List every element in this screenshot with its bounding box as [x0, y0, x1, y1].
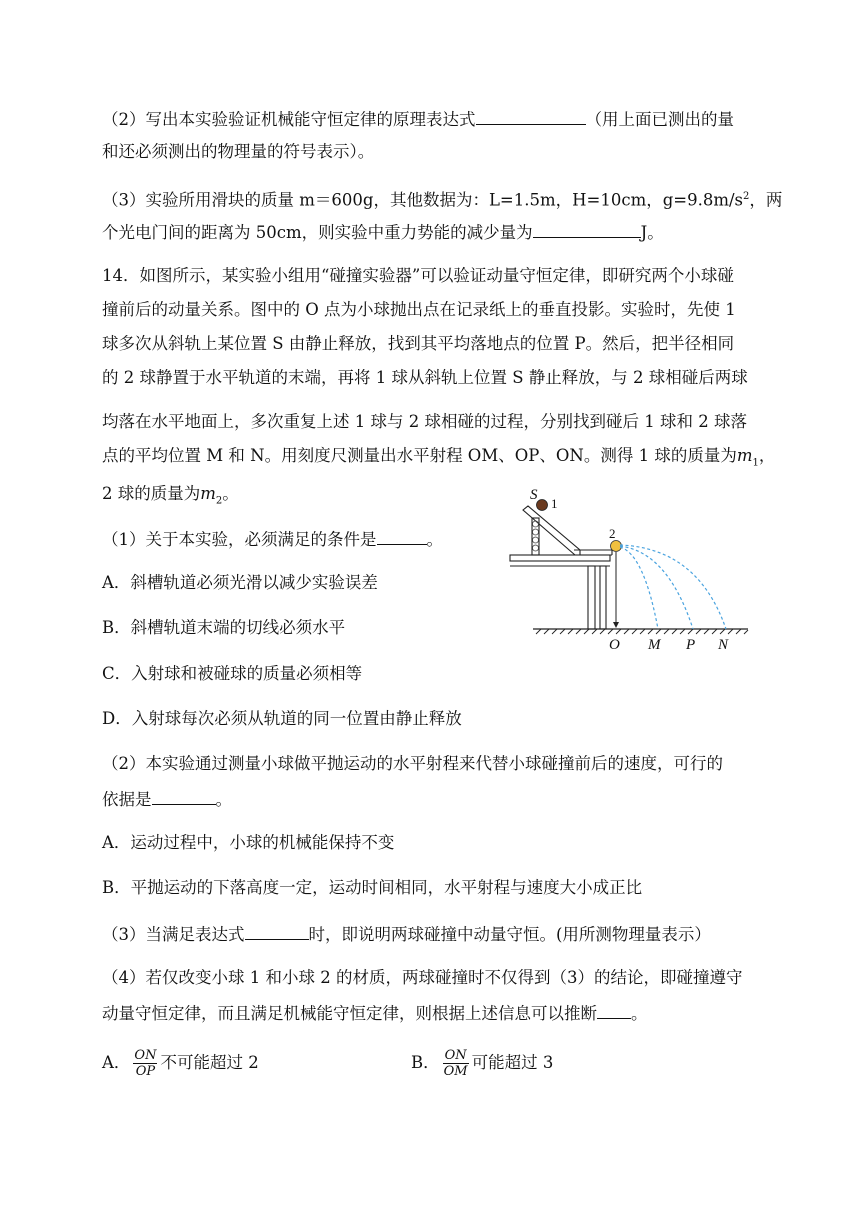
q13-part3-line1 — [102, 186, 782, 212]
q14-sub4-option-b-text: 可能超过 3 — [471, 1053, 554, 1072]
q14-stem-line5: 均落在水平地面上，多次重复上述 1 球与 2 球相碰的过程，分别找到碰后 1 球和 2 球落 — [102, 412, 747, 431]
label-p: P — [686, 637, 696, 653]
chute-support-coils — [533, 521, 539, 551]
table — [510, 555, 610, 629]
trajectories — [620, 545, 726, 629]
q14-stem-line1: 14．如图所示，某实验小组用“碰撞实验器”可以验证动量守恒定律，即研究两个小球碰 — [102, 266, 734, 285]
q14-sub1-option-b: B．斜槽轨道末端的切线必须水平 — [102, 618, 346, 637]
fraction-numerator: ON — [444, 1048, 467, 1063]
q13-part3-text-a: （3）实验所用滑块的质量 m＝600g，其他数据为：L=1.5m，H=10cm，g=9.8m/s — [102, 190, 744, 210]
q14-sub4-option-b-fraction — [443, 1048, 469, 1079]
q14-sub4-option-a-label: A． — [102, 1053, 131, 1072]
ball-2 — [611, 541, 622, 552]
q14-stem-line2: 撞前后的动量关系。图中的 O 点为小球抛出点在记录纸上的垂直投影。实验时，先使 1 — [102, 300, 736, 319]
q14-stem-line4: 的 2 球静置于水平轨道的末端，再将 1 球从斜轨上位置 S 静止释放，与 2 球相碰后两球 — [102, 368, 748, 387]
q13-part3-answer-blank[interactable] — [533, 220, 641, 238]
trajectory-to-m — [620, 547, 658, 629]
q14-sub4-text-a: 动量守恒定律，而且满足机械能守恒定律，则根据上述信息可以推断 — [102, 1004, 597, 1023]
label-o: O — [609, 637, 620, 653]
label-s: S — [530, 487, 538, 503]
q14-stem-line6 — [102, 445, 775, 474]
q14-sub1-option-d: D．入射球每次必须从轨道的同一位置由静止释放 — [102, 709, 462, 728]
q14-m2-subscript: 2 — [215, 495, 223, 507]
q14-sub2-answer-blank[interactable] — [152, 787, 216, 805]
q14-stem-text-7b: 。 — [222, 484, 239, 503]
q14-stem-text-6b: ， — [758, 446, 776, 465]
ball-1 — [537, 500, 548, 511]
q14-sub4-line1: （4）若仅改变小球 1 和小球 2 的材质，两球碰撞时不仅得到（3）的结论，即碰撞遵守 — [102, 968, 743, 987]
q14-sub4-option-a-fraction — [133, 1048, 157, 1079]
q13-part2-line1 — [102, 107, 734, 131]
fraction-denominator: OM — [443, 1064, 468, 1079]
label-ball-1: 1 — [551, 496, 558, 511]
fraction-denominator: OP — [135, 1064, 156, 1079]
q14-sub1-text: （1）关于本实验，必须满足的条件是 — [102, 530, 377, 549]
q14-stem-text-6a: 点的平均位置 M 和 N。用刻度尺测量出水平射程 OM、OP、ON。测得 1 球的质量为 — [102, 446, 737, 465]
q13-part3-text-c: 个光电门间的距离为 50cm，则实验中重力势能的减少量为 — [102, 223, 533, 242]
q13-part3-superscript: 2 — [743, 191, 750, 202]
fraction-numerator: ON — [134, 1048, 157, 1063]
q14-sub4-option-b-label: B． — [411, 1053, 440, 1072]
q14-sub4-line2 — [102, 1001, 648, 1025]
q14-stem-line3: 球多次从斜轨上某位置 S 由静止释放，找到其平均落地点的位置 P。然后，把半径相同 — [102, 334, 735, 353]
collision-apparatus-figure — [508, 484, 758, 654]
q14-sub4-text-b: 。 — [631, 1004, 648, 1023]
trajectory-to-n — [620, 545, 726, 629]
label-ball-2: 2 — [609, 526, 616, 541]
q14-sub3-line — [102, 922, 711, 946]
q14-sub2-text-b: 。 — [215, 790, 232, 809]
q14-sub1-option-c: C．入射球和被碰球的质量必须相等 — [102, 664, 363, 683]
q14-m2-symbol: m — [200, 484, 216, 503]
q13-part2-text-b: （用上面已测出的量 — [585, 110, 734, 129]
q13-part2-text-a: （2）写出本实验验证机械能守恒定律的原理表达式 — [102, 110, 476, 129]
q14-sub3-text-a: （3）当满足表达式 — [102, 925, 245, 944]
ground-hatching — [536, 629, 748, 634]
q14-sub3-text-b: 时，即说明两球碰撞中动量守恒。(用所测物理量表示） — [308, 925, 711, 944]
q14-sub3-answer-blank[interactable] — [245, 922, 309, 940]
q14-sub4-option-b — [411, 1046, 553, 1080]
q14-sub2-option-a: A．运动过程中，小球的机械能保持不变 — [102, 833, 395, 852]
inclined-chute — [523, 506, 612, 555]
q14-sub1-end: 。 — [426, 530, 443, 549]
q14-stem-text-7a: 2 球的质量为 — [102, 484, 201, 503]
q14-m1-symbol: m — [736, 446, 753, 465]
plumb-arrow — [613, 622, 619, 628]
q14-sub1-option-a: A．斜槽轨道必须光滑以减少实验误差 — [102, 573, 378, 592]
q14-sub1-answer-blank[interactable] — [377, 527, 427, 545]
q14-sub2-line2 — [102, 787, 232, 811]
q14-m1-subscript: 1 — [752, 457, 759, 469]
q14-sub2-option-b: B．平抛运动的下落高度一定，运动时间相同，水平射程与速度大小成正比 — [102, 878, 643, 897]
q14-sub4-answer-blank[interactable] — [597, 1001, 631, 1019]
label-m: M — [648, 637, 661, 653]
q14-sub2-text-a: 依据是 — [102, 790, 152, 809]
q13-part2-line2: 和还必须测出的物理量的符号表示）。 — [102, 142, 375, 161]
q13-part3-text-d: J。 — [640, 223, 664, 242]
q14-sub4-option-a-text: 不可能超过 2 — [160, 1053, 259, 1072]
q13-part3-line2 — [102, 220, 664, 244]
q14-sub2-line1: （2）本实验通过测量小球做平抛运动的水平射程来代替小球碰撞前后的速度，可行的 — [102, 754, 723, 773]
q14-sub1-question — [102, 527, 443, 551]
q14-sub4-option-a — [102, 1046, 259, 1080]
q13-part3-text-b: ，两 — [749, 190, 783, 210]
label-n: N — [718, 637, 729, 653]
q13-part2-answer-blank[interactable] — [476, 107, 586, 125]
q14-stem-line7 — [102, 483, 239, 512]
trajectory-to-p — [620, 546, 693, 629]
